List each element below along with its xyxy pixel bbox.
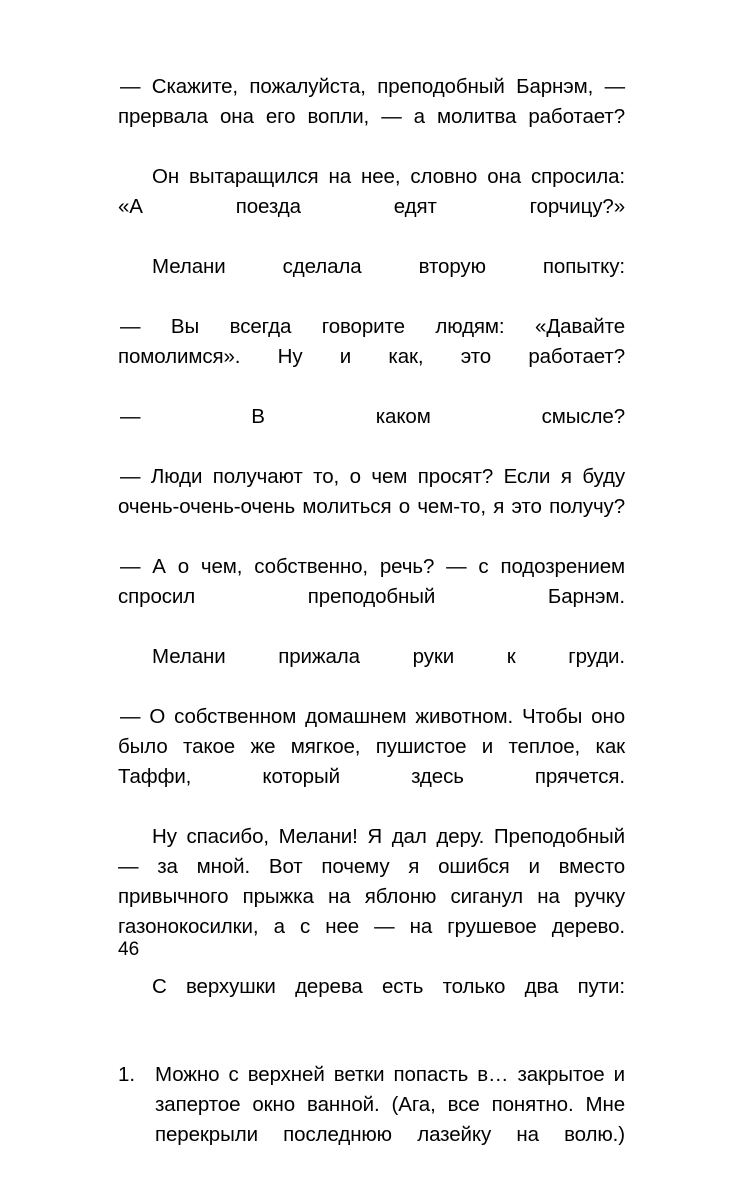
text-column <box>118 72 625 1180</box>
paragraph: Мелани сделала вторую попытку: <box>152 255 625 278</box>
paragraph: — Люди получают то, о чем просят? Если я буду очень-очень-очень молиться о чем-то, я это получу? <box>118 465 625 518</box>
numbered-list <box>118 1060 625 1180</box>
page-number: 46 <box>118 939 140 960</box>
paragraph: — Скажите, пожалуйста, преподобный Барнэм, — прервала она его вопли, — а молитва работает? <box>118 75 625 128</box>
paragraph: С верхушки дерева есть только два пути: <box>152 975 625 998</box>
paragraph: — Вы всегда говорите людям: «Давайте помолимся». Ну и как, это работает? <box>118 315 625 368</box>
paragraph: Мелани прижала руки к груди. <box>152 645 625 668</box>
paragraph: — А о чем, собственно, речь? — с подозрением спросил преподобный Барнэм. <box>118 555 625 608</box>
paragraph: Он вытаращился на нее, словно она спросила: «А поезда едят горчицу?» <box>118 165 625 218</box>
list-item-text: Можно с верхней ветки попасть в… закрытое и запертое окно ванной. (Ага, все понятно. Мне перекрыли последнюю лазейку на волю.) <box>155 1063 625 1146</box>
paragraph: — В каком смысле? <box>120 405 625 428</box>
paragraph: — О собственном домашнем животном. Чтобы оно было такое же мягкое, пушистое и теплое, как Таффи, который здесь прячется. <box>118 705 625 788</box>
list-item <box>118 1060 625 1180</box>
list-item-marker: 1. <box>118 1063 136 1086</box>
paragraph: Ну спасибо, Мелани! Я дал деру. Преподобный — за мной. Вот почему я ошибся и вместо привычного прыжка на яблоню сиганул на ручку газонокосилки, а с нее — на грушевое дерево. <box>118 825 625 938</box>
